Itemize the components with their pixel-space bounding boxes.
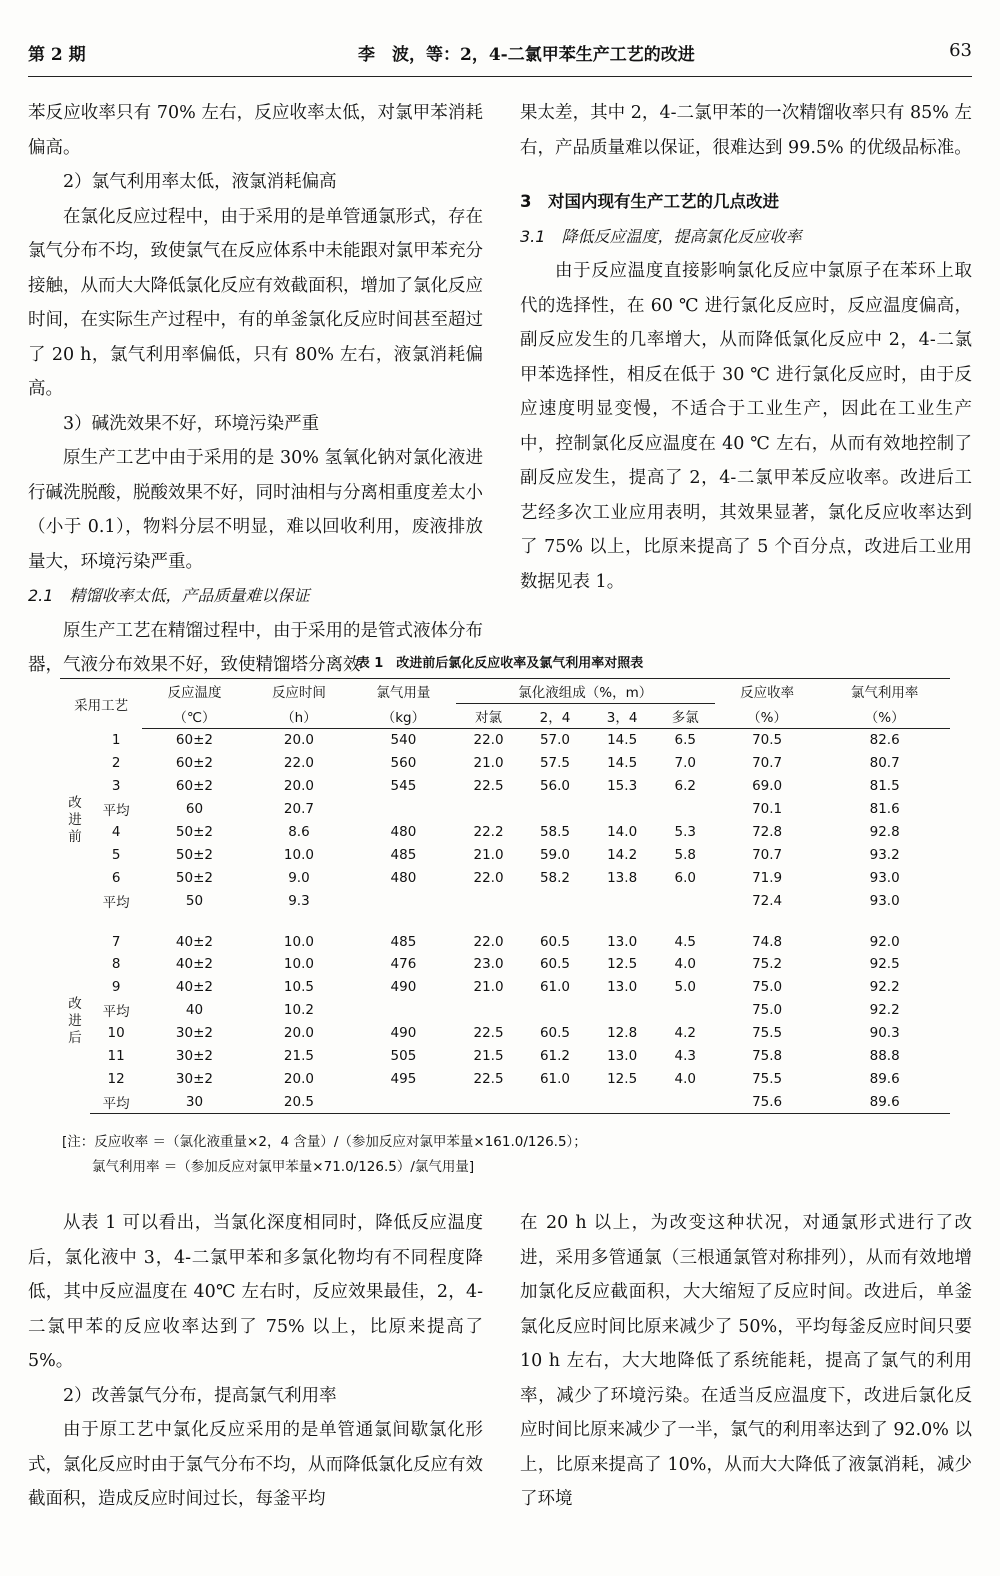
table-cell	[656, 889, 715, 912]
table-cell: 92.2	[869, 979, 900, 996]
table-row	[60, 1067, 950, 1090]
table-cell: 5	[111, 846, 121, 863]
table-cell: 4.5	[674, 933, 697, 950]
table-cell: 495	[390, 1070, 417, 1087]
table-cell: 4.0	[674, 956, 697, 973]
table-cell: 4.0	[674, 1070, 697, 1087]
table-cell: 9	[111, 979, 121, 996]
col-header-process: 采用工艺	[60, 679, 142, 729]
paragraph: 苯反应收率只有 70% 左右，反应收率太低，对氯甲苯消耗偏高。	[28, 103, 483, 158]
table-cell: 30±2	[175, 1070, 214, 1087]
table-row	[60, 1022, 950, 1045]
paragraph	[520, 165, 972, 185]
table-caption: 表 1 改进前后氯化反应收率及氯气利用率对照表	[356, 656, 644, 671]
table-cell: 20.5	[247, 1090, 351, 1113]
table-cell: 505	[390, 1048, 417, 1065]
table-cell: 545	[390, 778, 417, 795]
table-cell: 476	[390, 956, 417, 973]
table-cell: 平均	[102, 1004, 130, 1021]
table-cell: 22.0	[473, 732, 504, 749]
table-cell: 10.0	[283, 846, 314, 863]
table-row	[60, 1045, 950, 1068]
table-row	[60, 798, 950, 821]
table-cell: 14.5	[607, 732, 638, 749]
column-bottom-right	[520, 1206, 972, 1517]
table-cell: 7	[111, 933, 121, 950]
table-cell	[456, 889, 522, 912]
table-cell: 93.2	[869, 846, 900, 863]
table-cell: 7.0	[674, 755, 697, 772]
table-cell	[589, 1090, 656, 1113]
table-cell: 72.4	[752, 892, 783, 909]
table-cell: 8.6	[288, 824, 310, 840]
table-cell: 22.2	[473, 824, 504, 840]
paragraph: 2）氯气利用率太低，液氯消耗偏高	[63, 172, 337, 192]
table-cell: 57.0	[539, 732, 571, 749]
paragraph: 由于反应温度直接影响氯化反应中氯原子在苯环上取代的选择性，在 60 ℃ 进行氯化反应时，反应温度偏高，副反应发生的几率增大，从而降低氯化反应中 2，4-二氯甲苯选择性，相反在低于 30 ℃ 进行氯化反应时，由于反应速度明显变慢，不适合于工业生产，因此在工业生产中，控制氯化反应温度在 40 ℃ 左右，从而有效地控制了副反应发生，提高了 2，4-二氯甲苯反应收率。改进后工艺经多次工业应用表明，其效果显著，氯化反应收率达到了 75% 以上，比原来提高了 5 个百分点，改进后工业用数据见表 1。	[520, 261, 972, 592]
running-title: 李 波，等：2，4-二氯甲苯生产工艺的改进	[358, 45, 695, 65]
table-cell: 21.5	[473, 1048, 504, 1065]
table-cell: 75.8	[752, 1048, 783, 1065]
table-cell: 11	[107, 1048, 125, 1065]
table-cell: 92.2	[869, 1002, 900, 1019]
paragraph: 3）碱洗效果不好，环境污染严重	[63, 413, 320, 434]
table-cell	[351, 798, 455, 821]
table-cell: 71.9	[752, 869, 783, 886]
table-cell	[351, 999, 455, 1022]
table-cell: 22.0	[473, 933, 504, 950]
table-cell: 12.8	[607, 1025, 638, 1042]
table-cell: 75.2	[752, 956, 783, 973]
table-row	[60, 843, 950, 866]
running-head	[28, 40, 972, 70]
col-header-yield: 反应收率	[715, 679, 819, 704]
table-cell: 22.5	[473, 1070, 504, 1087]
table-cell: 8	[111, 956, 121, 973]
table-cell	[656, 798, 715, 821]
table-cell: 480	[390, 869, 417, 886]
issue-number: 第 2 期	[28, 45, 86, 65]
table-cell: 82.6	[869, 732, 900, 749]
table-cell: 50±2	[175, 869, 214, 886]
table-cell: 平均	[102, 803, 130, 820]
table-cell: 540	[390, 732, 417, 749]
table-row	[60, 866, 950, 889]
table-cell: 22.5	[473, 778, 504, 795]
table-cell: 1	[111, 732, 121, 749]
table-cell: 10.2	[283, 1002, 314, 1019]
col-header-composition: 氯化液组成（%，m）	[456, 679, 715, 704]
paragraph: 在 20 h 以上，为改变这种状况，对通氯形式进行了改进，采用多管通氯（三根通氯管对称排列），从而有效地增加氯化反应截面积，大大缩短了反应时间。改进后，单釜氯化反应时间比原来减少了 50%，平均每釜反应时间只要 10 h 左右，大大地降低了系统能耗，提高了氯气的利用率，减少了环境污染。在适当反应温度下，改进后氯化反应时间比原来减少了一半，氯气的利用率达到了 92.0% 以上，比原来提高了 10%，从而大大降低了液氯消耗，减少了环境	[520, 1213, 972, 1509]
paragraph: 从表 1 可以看出，当氯化深度相同时，降低反应温度后，氯化液中 3，4-二氯甲苯和多氯化物均有不同程度降低，其中反应温度在 40℃ 左右时，反应效果最佳，2，4-二氯甲苯的反应收率达到了 75% 以上，比原来提高了 5%。	[28, 1213, 483, 1371]
table-cell	[656, 1090, 715, 1113]
table-cell: 92.5	[869, 956, 900, 973]
table-cell: 70.5	[752, 732, 783, 749]
table-cell: 81.5	[869, 778, 900, 795]
table-row	[60, 953, 950, 976]
table-cell: 30±2	[175, 1048, 214, 1065]
table-cell: 平均	[102, 894, 130, 911]
col-header-temp: 反应温度	[142, 679, 246, 704]
group-label-cell	[60, 930, 90, 1114]
table-cell	[521, 999, 588, 1022]
table-cell: 60±2	[175, 778, 214, 795]
table-note-line-1: [注：反应收率 ＝（氯化液重量×2，4 含量）/（参加反应对氯甲苯量×161.0/126.5）；	[62, 1134, 587, 1150]
table-cell: 61.0	[539, 979, 571, 996]
table-cell: 13.8	[607, 869, 638, 886]
table-cell: 93.0	[869, 892, 900, 909]
paragraph: 果太差，其中 2，4-二氯甲苯的一次精馏收率只有 85% 左右，产品质量难以保证，很难达到 99.5% 的优级品标准。	[520, 103, 972, 158]
table-cell: 480	[390, 824, 417, 840]
table-cell: 92.8	[869, 824, 900, 840]
col-header-util: 氯气利用率	[819, 679, 950, 704]
table-cell: 75.0	[752, 979, 783, 996]
table-cell: 75.0	[752, 1002, 783, 1019]
table-cell: 14.5	[607, 755, 638, 772]
table-cell	[351, 889, 455, 912]
header-rule	[28, 76, 972, 77]
subsection-heading: 3.1 降低反应温度，提高氯化反应收率	[520, 226, 802, 246]
table-cell	[456, 999, 522, 1022]
table-cell: 70.7	[752, 846, 783, 863]
subsection-heading: 2.1 精馏收率太低，产品质量难以保证	[28, 586, 310, 605]
table-cell: 6.0	[674, 869, 697, 886]
table-row	[60, 775, 950, 798]
table-cell: 30±2	[175, 1025, 214, 1042]
page-number: 63	[949, 40, 972, 61]
table-row	[60, 1090, 950, 1113]
table-cell	[456, 1090, 522, 1113]
data-table	[60, 678, 950, 1114]
table-cell: 40±2	[175, 979, 214, 996]
paragraph: 2）改善氯气分布，提高氯气利用率	[63, 1385, 337, 1406]
table-cell: 平均	[90, 1090, 142, 1113]
table-spacer-row	[60, 912, 950, 930]
paragraph: 由于原工艺中氯化反应采用的是单管通氯间歇氯化形式，氯化反应时由于氯气分布不均，从而降低氯化反应有效截面积，造成反应时间过长，每釜平均	[28, 1420, 483, 1509]
table-cell: 70.1	[752, 801, 783, 818]
table-cell: 14.0	[607, 824, 638, 840]
table-cell: 60.5	[539, 933, 571, 950]
table-cell: 56.0	[539, 778, 571, 795]
table-cell: 89.6	[819, 1090, 950, 1113]
table-cell	[589, 889, 656, 912]
table-cell: 30	[142, 1090, 246, 1113]
paragraph: 原生产工艺中由于采用的是 30% 氢氧化钠对氯化液进行碱洗脱酸，脱酸效果不好，同时油相与分离相重度差太小（小于 0.1），物料分层不明显，难以回收利用，废液排放量大，环境污染严重。	[28, 448, 483, 572]
table-cell: 10.0	[283, 956, 314, 973]
table-cell: 10	[107, 1025, 125, 1042]
table-cell: 5.0	[674, 979, 697, 996]
column-bottom-left	[28, 1206, 483, 1517]
col-header-poly: 多氯	[656, 704, 715, 729]
column-top-right	[520, 96, 972, 599]
table-cell: 80.7	[869, 755, 900, 772]
table-cell: 60.5	[539, 1025, 571, 1042]
table-cell: 59.0	[539, 846, 571, 863]
table-cell: 14.2	[607, 846, 638, 863]
table-cell: 2	[111, 755, 121, 772]
group-label: 改进后	[68, 996, 82, 1047]
col-header-chlorine: 氯气用量	[351, 679, 455, 704]
table-cell	[656, 999, 715, 1022]
table-cell	[521, 1090, 588, 1113]
table-cell: 40±2	[175, 956, 214, 973]
table-cell: 60.5	[539, 956, 571, 973]
table-cell: 50	[185, 892, 204, 909]
table-cell	[521, 889, 588, 912]
table-cell: 560	[390, 755, 417, 772]
table-cell: 88.8	[869, 1048, 900, 1065]
table-cell: 13.0	[607, 933, 638, 950]
table-cell: 58.5	[539, 824, 571, 840]
table-cell: 92.0	[869, 933, 900, 950]
table-cell: 58.2	[539, 869, 571, 886]
table-cell: 6	[111, 869, 121, 886]
table-cell: 60±2	[175, 732, 214, 749]
table-cell: 22.0	[473, 869, 504, 886]
table-cell: 72.8	[752, 824, 783, 840]
table-cell: 89.6	[869, 1070, 900, 1087]
table-cell: 4.3	[674, 1048, 697, 1065]
table-row	[60, 821, 950, 844]
table-cell: 22.5	[473, 1025, 504, 1042]
table-cell: 40±2	[175, 933, 214, 950]
table-cell: 485	[390, 846, 417, 863]
table-cell: 50±2	[175, 846, 214, 863]
table-cell: 75.6	[715, 1090, 819, 1113]
table-cell: 21.0	[473, 979, 504, 996]
table-cell: 21.0	[473, 755, 504, 772]
table-cell	[589, 798, 656, 821]
table-cell: 70.7	[752, 755, 783, 772]
col-unit-temp: （℃）	[142, 704, 246, 729]
table-cell: 93.0	[869, 869, 900, 886]
table-row	[60, 889, 950, 912]
table-cell	[521, 798, 588, 821]
table-cell: 22.0	[283, 755, 314, 772]
table-row	[60, 976, 950, 999]
table-cell: 9.3	[288, 892, 310, 909]
table-note-line-2: 氯气利用率 ＝（参加反应对氯甲苯量×71.0/126.5）/氯气用量]	[92, 1159, 475, 1175]
table-row	[60, 999, 950, 1022]
table-cell: 490	[390, 979, 417, 996]
table-cell: 74.8	[752, 933, 783, 950]
table-cell	[456, 798, 522, 821]
table-cell: 20.0	[283, 1070, 314, 1087]
table-cell: 4.2	[674, 1025, 697, 1042]
table-cell: 9.0	[288, 869, 310, 886]
table-cell: 21.0	[473, 846, 504, 863]
table-row	[60, 930, 950, 953]
col-header-34: 3，4	[589, 704, 656, 729]
col-unit-yield: （%）	[715, 704, 819, 729]
group-label-cell	[60, 729, 90, 913]
col-header-pcl: 对氯	[456, 704, 522, 729]
table-row	[60, 752, 950, 775]
column-top-left	[28, 96, 483, 683]
table-cell: 13.0	[607, 1048, 638, 1065]
table-cell: 60±2	[175, 755, 214, 772]
table-cell: 4	[111, 824, 121, 840]
table-cell: 12	[107, 1070, 125, 1087]
table-cell: 3	[111, 778, 121, 795]
table-cell: 12.5	[607, 1070, 638, 1087]
table-cell: 13.0	[607, 979, 638, 996]
col-header-24: 2，4	[521, 704, 588, 729]
table-cell: 5.8	[674, 846, 697, 863]
table-cell: 20.7	[283, 801, 314, 818]
table-cell: 10.0	[283, 933, 314, 950]
table-cell: 10.5	[283, 979, 314, 996]
table-cell: 5.3	[674, 824, 697, 840]
table-cell: 20.0	[283, 1025, 314, 1042]
table-cell	[351, 1090, 455, 1113]
group-label: 改进前	[68, 794, 82, 845]
table-cell: 90.3	[869, 1025, 900, 1042]
col-header-time: 反应时间	[247, 679, 351, 704]
table-row	[60, 729, 950, 752]
table-cell: 21.5	[283, 1048, 314, 1065]
table-cell: 50±2	[175, 824, 214, 840]
table-cell: 61.0	[539, 1070, 571, 1087]
table-cell: 6.5	[674, 732, 697, 749]
table-cell: 40	[185, 1002, 204, 1019]
table-cell: 490	[390, 1025, 417, 1042]
paragraph: 原生产工艺在精馏过程中，由于采用的是管式液体分布器，气液分布效果不好，致使精馏塔分离效	[28, 620, 483, 675]
table-cell: 6.2	[674, 778, 697, 795]
table-cell: 15.3	[607, 778, 638, 795]
table-cell: 69.0	[752, 778, 783, 795]
table-cell: 23.0	[473, 956, 504, 973]
table-cell	[589, 999, 656, 1022]
table-body	[60, 729, 950, 1114]
table-cell: 57.5	[539, 755, 571, 772]
table-cell: 60	[185, 801, 204, 818]
table-cell: 81.6	[869, 801, 900, 818]
paragraph: 在氯化反应过程中，由于采用的是单管通氯形式，存在氯气分布不均，致使氯气在反应体系中未能跟对氯甲苯充分接触，从而大大降低氯化反应有效截面积，增加了氯化反应时间，在实际生产过程中，有的单釜氯化反应时间甚至超过了 20 h，氯气利用率偏低，只有 80% 左右，液氯消耗偏高。	[28, 206, 483, 399]
table-cell: 75.5	[752, 1025, 783, 1042]
table-cell: 61.2	[539, 1048, 571, 1065]
col-unit-chlorine: （kg）	[351, 704, 455, 729]
section-heading: 3 对国内现有生产工艺的几点改进	[520, 192, 779, 211]
table-cell: 75.5	[752, 1070, 783, 1087]
table-cell: 20.0	[283, 778, 314, 795]
table-cell: 12.5	[607, 956, 638, 973]
table-cell: 485	[390, 933, 417, 950]
table-note	[62, 1130, 942, 1180]
col-unit-util: （%）	[819, 704, 950, 729]
col-unit-time: （h）	[247, 704, 351, 729]
table-cell: 20.0	[283, 732, 314, 749]
